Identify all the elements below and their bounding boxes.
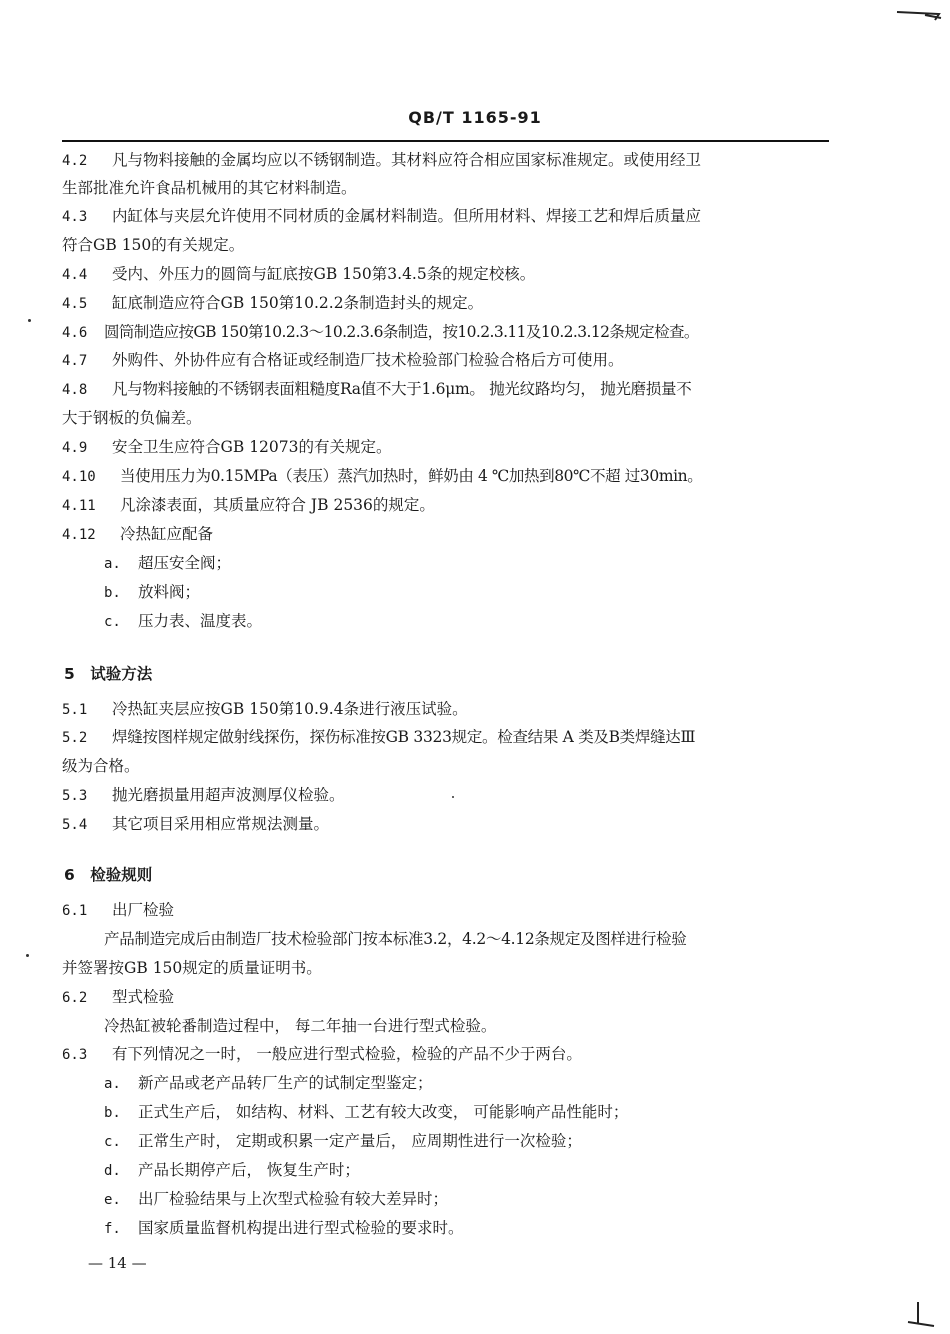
list-item: d. 产品长期停产后， 恢复生产时； — [104, 1161, 360, 1179]
clause-4-3-cont: 符合GB 150的有关规定。 — [62, 236, 245, 254]
section-6-heading: 6 检验规则 — [64, 866, 153, 884]
standard-code-header: QB/T 1165-91 — [408, 108, 542, 127]
list-item: f. 国家质量监督机构提出进行型式检验的要求时。 — [104, 1219, 464, 1237]
list-item: e. 出厂检验结果与上次型式检验有较大差异时； — [104, 1190, 449, 1208]
clause-5-1: 5.1 冷热缸夹层应按GB 150第10.9.4条进行液压试验。 — [62, 700, 468, 718]
clause-5-2-cont: 级为合格。 — [62, 757, 140, 775]
clause-4-3: 4.3 内缸体与夹层允许使用不同材质的金属材料制造。但所用材料、焊接工艺和焊后质量应 — [62, 207, 702, 225]
clause-4-8-cont: 大于钢板的负偏差。 — [62, 409, 202, 427]
scan-dot — [26, 954, 29, 957]
clause-4-7: 4.7 外购件、外协件应有合格证或经制造厂技术检验部门检验合格后方可使用。 — [62, 351, 624, 369]
list-item: a. 超压安全阀； — [104, 554, 232, 572]
clause-5-3: 5.3 抛光磨损量用超声波测厚仪检验。 — [62, 786, 345, 804]
clause-6-3: 6.3 有下列情况之一时， 一般应进行型式检验，检验的产品不少于两台。 — [62, 1045, 582, 1063]
clause-4-2: 4.2 凡与物料接触的金属均应以不锈钢制造。其材料应符合相应国家标准规定。或使用经卫 — [62, 151, 702, 169]
clause-4-5: 4.5 缸底制造应符合GB 150第10.2.2条制造封头的规定。 — [62, 294, 484, 312]
clause-4-8: 4.8 凡与物料接触的不锈钢表面粗糙度Ra值不大于1.6μm。 抛光纹路均匀， 抛光磨损量不 — [62, 380, 692, 398]
clause-6-1-body: 产品制造完成后由制造厂技术检验部门按本标准3.2，4.2～4.12条规定及图样进行检验 — [104, 930, 687, 948]
clause-6-1: 6.1 出厂检验 — [62, 901, 175, 919]
clause-6-2-body: 冷热缸被轮番制造过程中， 每二年抽一台进行型式检验。 — [104, 1017, 497, 1035]
list-item: b. 正式生产后， 如结构、材料、工艺有较大改变， 可能影响产品性能时； — [104, 1103, 629, 1121]
list-item: c. 正常生产时， 定期或积累一定产量后， 应周期性进行一次检验； — [104, 1132, 582, 1150]
header-rule — [62, 140, 829, 142]
list-item: a. 新产品或老产品转厂生产的试制定型鉴定； — [104, 1074, 433, 1092]
clause-4-6: 4.6 圆筒制造应按GB 150第10.2.3～10.2.3.6条制造，按10.2.3.11及10.2.3.12条规定检查。 — [62, 323, 699, 341]
scan-dot — [28, 319, 31, 322]
clause-4-4: 4.4 受内、外压力的圆筒与缸底按GB 150第3.4.5条的规定校核。 — [62, 265, 536, 283]
list-item: b. 放料阀； — [104, 583, 201, 601]
clause-6-1-cont: 并签署按GB 150规定的质量证明书。 — [62, 959, 322, 977]
clause-5-4: 5.4 其它项目采用相应常规法测量。 — [62, 815, 330, 833]
corner-scan-mark-icon — [895, 6, 945, 26]
page-number: — 14 — — [88, 1254, 147, 1272]
clause-6-2: 6.2 型式检验 — [62, 988, 175, 1006]
list-item: c. 压力表、温度表。 — [104, 612, 263, 630]
clause-5-2: 5.2 焊缝按图样规定做射线探伤，探伤标准按GB 3323规定。检查结果 A 类及B类焊缝达Ⅲ — [62, 728, 696, 746]
corner-scan-mark-icon — [900, 1300, 940, 1330]
clause-4-9: 4.9 安全卫生应符合GB 12073的有关规定。 — [62, 438, 392, 456]
section-5-heading: 5 试验方法 — [64, 665, 153, 683]
clause-4-10: 4.10 当使用压力为0.15MPa（表压）蒸汽加热时，鲜奶由 4 ℃加热到80℃不超 过30min。 — [62, 467, 703, 485]
clause-4-2-cont: 生部批准允许食品机械用的其它材料制造。 — [62, 179, 357, 197]
clause-4-11: 4.11 凡涂漆表面，其质量应符合 JB 2536的规定。 — [62, 496, 435, 514]
clause-4-12: 4.12 冷热缸应配备 — [62, 525, 214, 543]
